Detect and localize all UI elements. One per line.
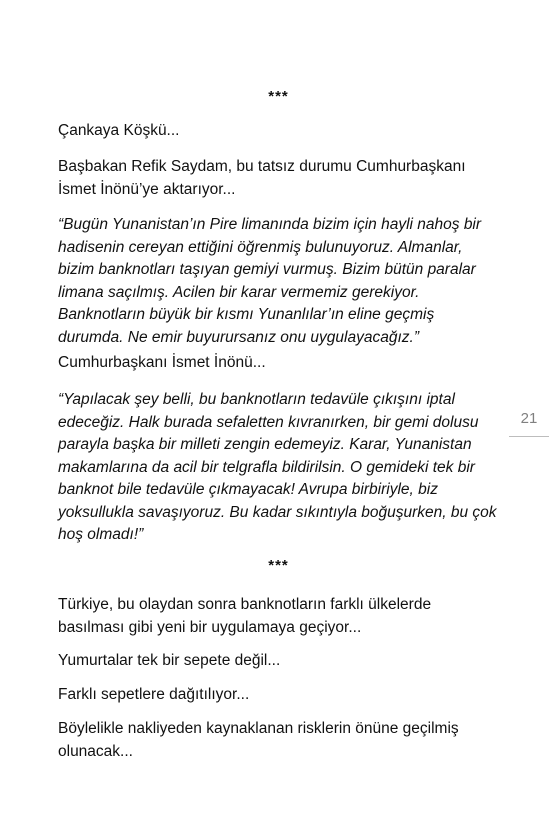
paragraph-conclusion: Böylelikle nakliyeden kaynaklanan risklerin önüne geçilmiş olunacak... — [58, 720, 459, 760]
paragraph-prime-minister: Başbakan Refik Saydam, bu tatsız durumu Cumhurbaşkanı İsmet İnönü’ye aktarıyor... — [58, 158, 466, 198]
paragraph-president: Cumhurbaşkanı İsmet İnönü... — [58, 354, 266, 371]
paragraph-turkey-policy: Türkiye, bu olaydan sonra banknotların farklı ülkelerde basılması gibi yeni bir uygulamaya geçiyor... — [58, 596, 432, 636]
page-number: 21 — [520, 410, 538, 427]
paragraph-location: Çankaya Köşkü... — [58, 122, 180, 139]
paragraph-eggs: Yumurtalar tek bir sepete değil... — [58, 652, 281, 669]
paragraph-baskets: Farklı sepetlere dağıtılıyor... — [58, 686, 250, 703]
paragraph-quote-president: “Yapılacak şey belli, bu banknotların tedavüle çıkışını iptal edeceğiz. Halk burada sefaletten kıvranırken, bir gemi dolusu parayla başka bir milleti zengin edemeyiz. Karar, Yunanistan makamlarına da acil bir telgrafla bildirilsin. O gemideki tek bir banknot bile tedavüle çıkmayacak! Avrupa birbiriyle, biz yoksullukla savaşıyoruz. Bu kadar sıkıntıyla boğuşurken, bu çok hoş olmadı!” — [58, 391, 497, 543]
section-separator-top: *** — [268, 88, 289, 105]
section-separator-bottom: *** — [268, 557, 289, 574]
paragraph-quote-prime-minister: “Bugün Yunanistan’ın Pire limanında bizim için hayli nahoş bir hadisenin cereyan ettiğini öğrenmiş bulunuyoruz. Almanlar, bizim banknotları taşıyan gemiyi vurmuş. Bizim bütün paralar limana saçılmış. Acilen bir karar vermemiz gerekiyor. Banknotların büyük bir kısmı Yunanlılar’ın eline geçmiş durumda. Ne emir buyurursanız onu uygulayacağız.” — [58, 216, 482, 346]
